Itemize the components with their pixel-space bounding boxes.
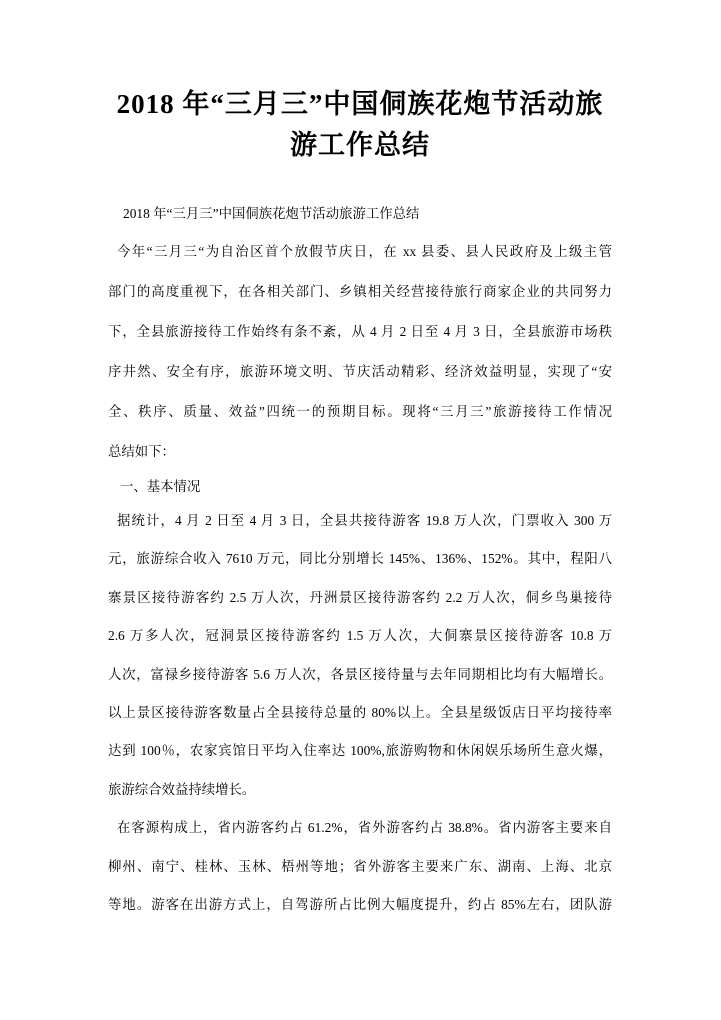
- paragraph-line: 总结如下：: [108, 444, 175, 459]
- paragraph-line: 下，全县旅游接待工作始终有条不紊，从 4 月 2 日至 4 月 3 日，全县旅游市场秩: [108, 324, 612, 339]
- document-title-line1: 2018 年“三月三”中国侗族花炮节活动旅: [116, 89, 604, 119]
- paragraph-line: 达到 100％，农家宾馆日平均入住率达 100%,旅游购物和休闲娱乐场所生意火爆，: [108, 743, 612, 759]
- paragraph-line: 以上景区接待游客数量占全县接待总量的 80%以上。全县星级饭店日平均接待率: [108, 704, 612, 720]
- paragraph-line: 序井然、安全有序，旅游环境文明、节庆活动精彩、经济效益明显，实现了“安: [108, 364, 612, 379]
- paragraph-intro: [108, 232, 612, 472]
- document-title-line2: 游工作总结: [290, 130, 430, 160]
- paragraph-line: 据统计，4 月 2 日至 4 月 3 日，全县共接待游客 19.8 万人次，门票收入 300 万: [117, 513, 612, 528]
- document-title: [108, 84, 612, 166]
- paragraph-line: 2.6 万多人次，冠洞景区接待游客约 1.5 万人次，大侗寨景区接待游客 10.8 万: [108, 628, 612, 644]
- section-heading-basic-situation: 一、基本情况: [120, 479, 201, 494]
- paragraph-line: 旅游综合效益持续增长。: [108, 781, 256, 797]
- paragraph-visitor-sources: [108, 809, 612, 924]
- paragraph-line: 今年“三月三“为自治区首个放假节庆日，在 xx 县委、县人民政府及上级主管: [117, 244, 612, 259]
- paragraph-line: 在客源构成上，省内游客约占 61.2%，省外游客约占 38.8%。省内游客主要来自: [117, 820, 612, 836]
- paragraph-line: 全、秩序、质量、效益”四统一的预期目标。现将“三月三”旅游接待工作情况: [108, 404, 612, 419]
- paragraph-line: 柳州、南宁、桂林、玉林、梧州等地；省外游客主要来广东、湖南、上海、北京: [108, 858, 612, 874]
- paragraph-line: 等地。游客在出游方式上，自驾游所占比例大幅度提升，约占 85%左右，团队游: [108, 896, 612, 912]
- paragraph-line: 寨景区接待游客约 2.5 万人次，丹洲景区接待游客约 2.2 万人次，侗乡鸟巢接待: [108, 589, 612, 605]
- paragraph-line: 部门的高度重视下，在各相关部门、乡镇相关经营接待旅行商家企业的共同努力: [108, 284, 612, 299]
- paragraph-line: 人次，富禄乡接待游客 5.6 万人次，各景区接待量与去年同期相比均有大幅增长。: [108, 666, 612, 682]
- paragraph-line: 元，旅游综合收入 7610 万元，同比分别增长 145%、136%、152%。其中，程阳八: [108, 551, 612, 567]
- document-content: [108, 0, 612, 924]
- paragraph-statistics: [108, 502, 612, 809]
- document-subtitle: 2018 年“三月三”中国侗族花炮节活动旅游工作总结: [123, 206, 420, 221]
